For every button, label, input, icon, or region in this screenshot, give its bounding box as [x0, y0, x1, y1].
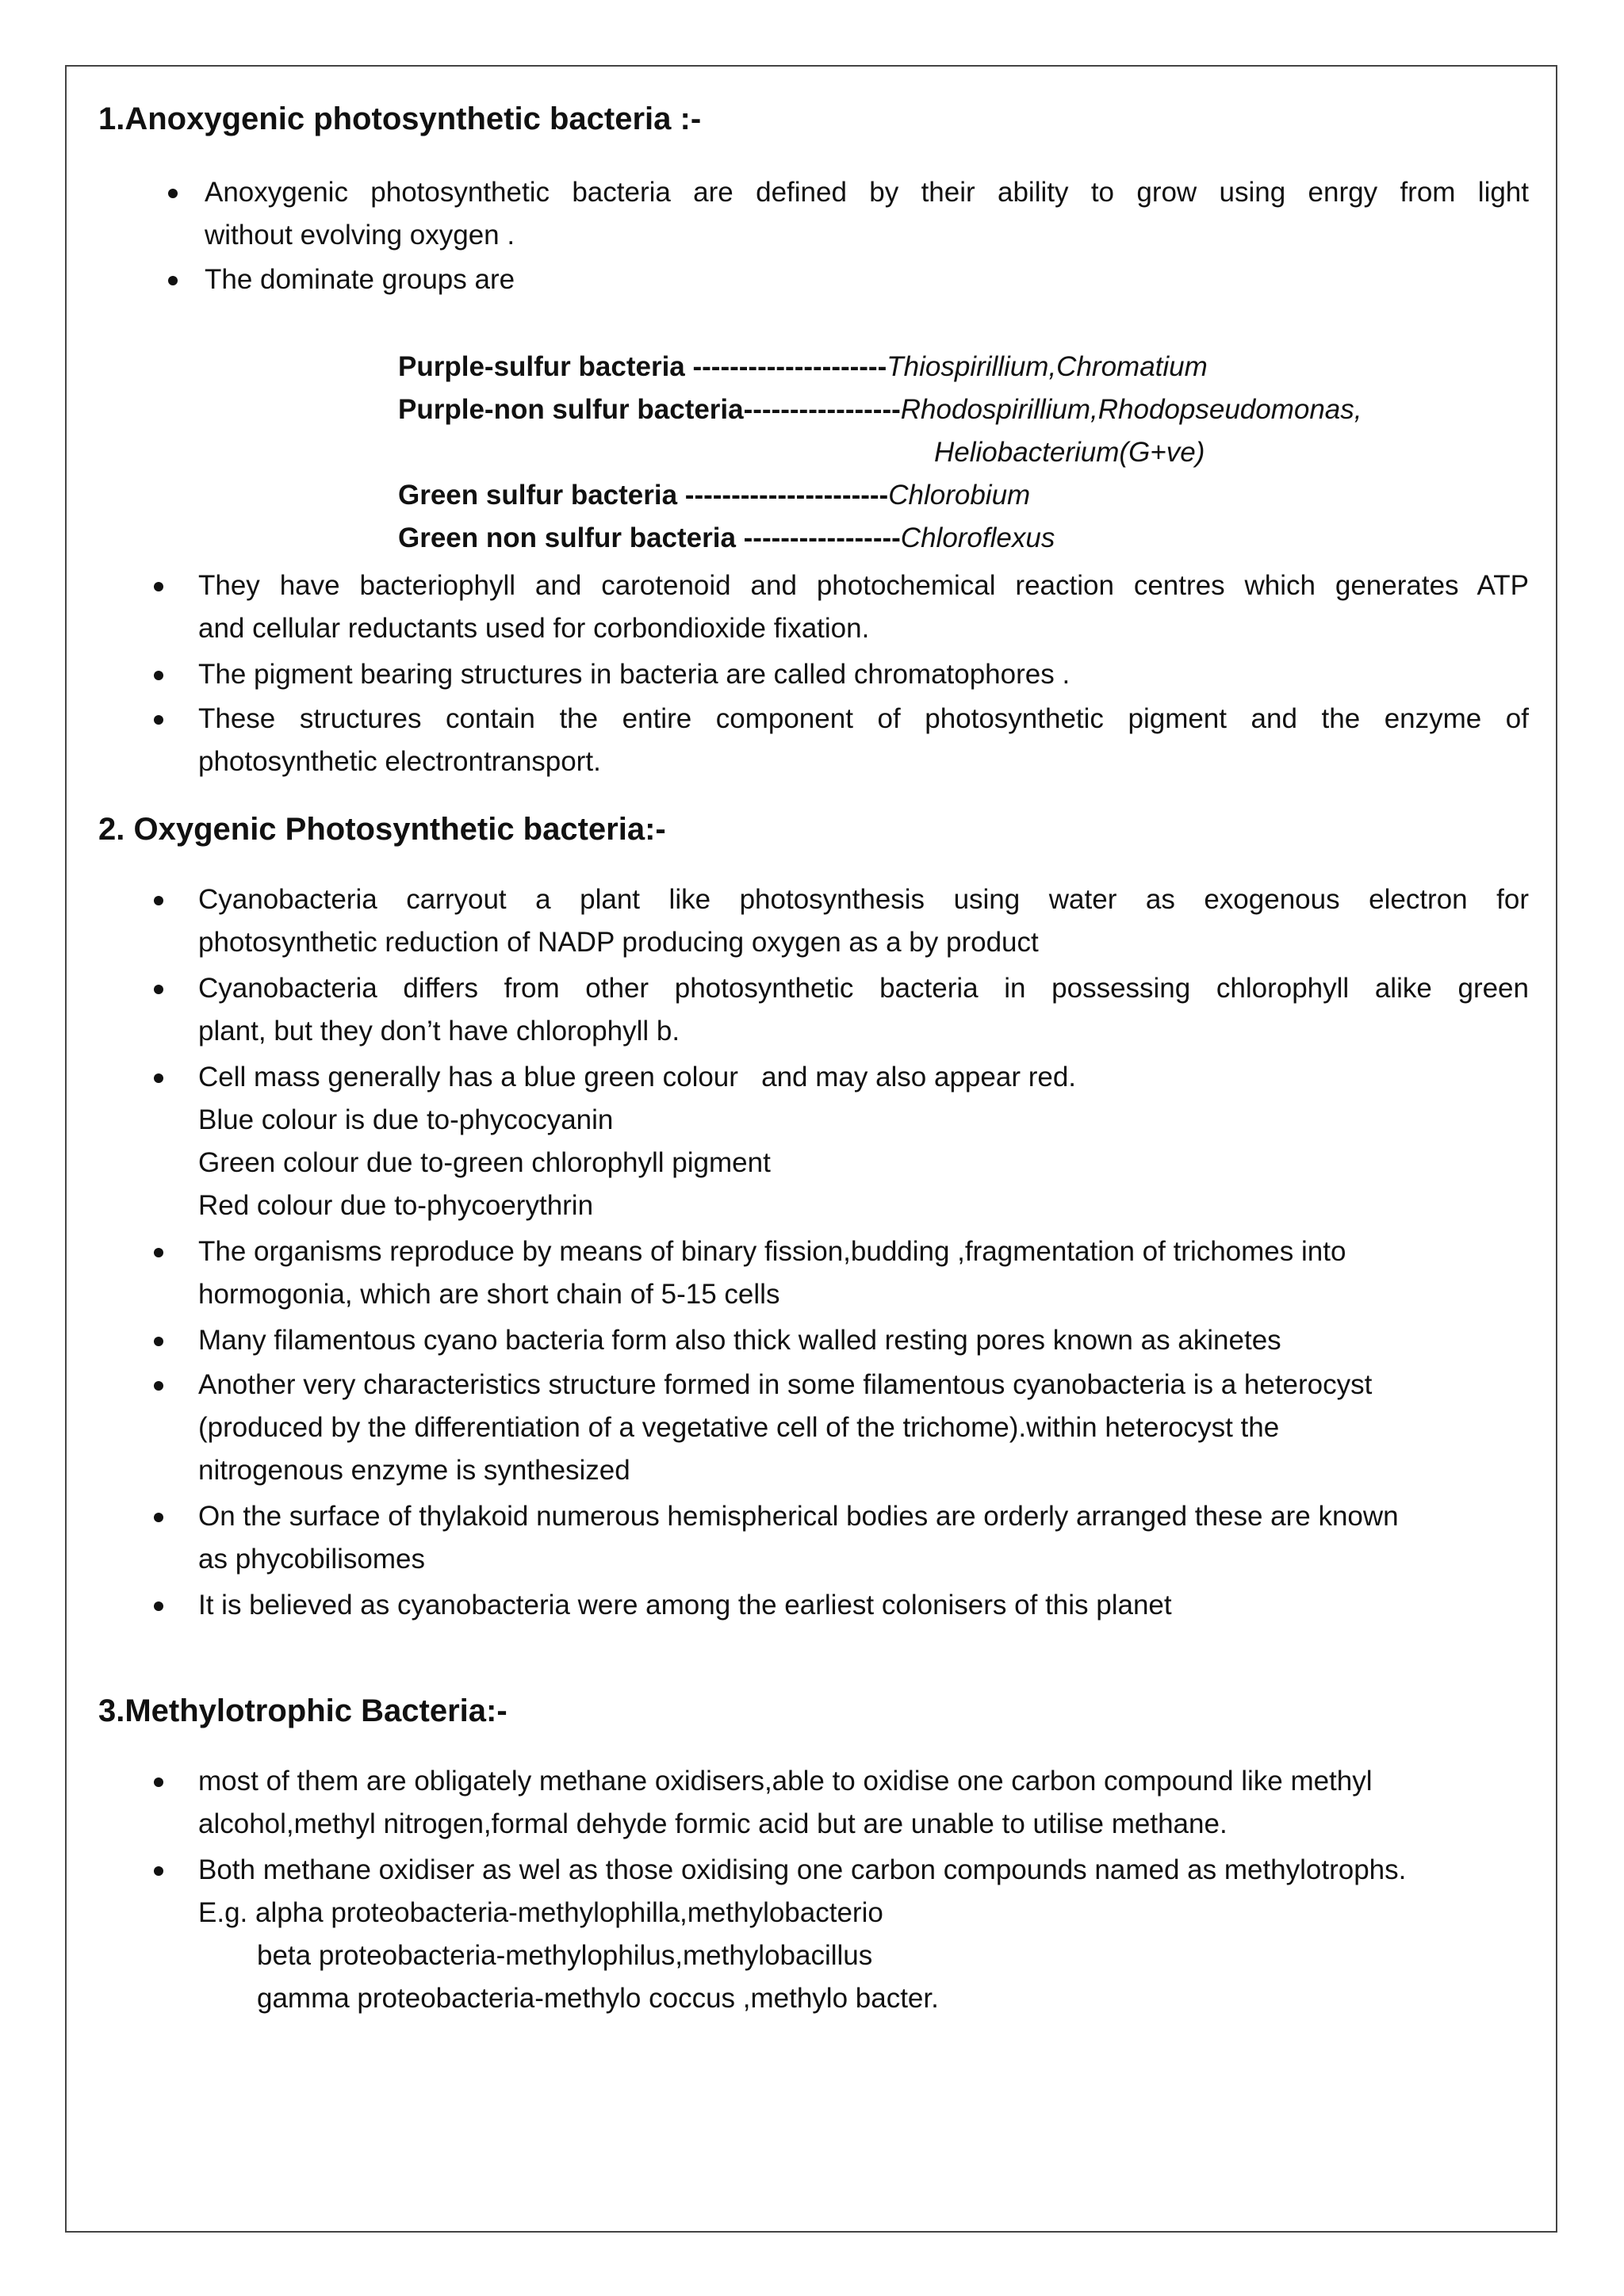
- s2-bullet-7-line-1: On the surface of thylakoid numerous hemispherical bodies are orderly arranged these are known: [198, 1501, 1399, 1532]
- s2-bullet-8: It is believed as cyanobacteria were among the earliest colonisers of this planet: [198, 1590, 1172, 1621]
- s2-bullet-3-line-2: Blue colour is due to-phycocyanin: [198, 1104, 614, 1135]
- s2-bullet-4-line-1: The organisms reproduce by means of binary fission,budding ,fragmentation of trichomes into: [198, 1236, 1346, 1267]
- bullet: [154, 1866, 163, 1876]
- s2-bullet-7-line-2: as phycobilisomes: [198, 1544, 425, 1575]
- bullet: [154, 582, 163, 591]
- s1-bullet-3-line-1: They have bacteriophyll and carotenoid and photochemical reaction centres which generates ATP: [198, 570, 1529, 601]
- s3-bullet-2-line-4: gamma proteobacteria-methylo coccus ,methylo bacter.: [257, 1983, 939, 2014]
- bullet: [154, 896, 163, 905]
- group-name: Purple-sulfur bacteria: [398, 351, 693, 382]
- bullet: [154, 1248, 163, 1257]
- group-dashes: ---------------------: [692, 351, 887, 382]
- bullet: [154, 671, 163, 680]
- group-dashes: -----------------: [743, 394, 901, 425]
- group-examples: Chlorobium: [888, 480, 1031, 511]
- s1-bullet-3-line-2: and cellular reductants used for corbondioxide fixation.: [198, 613, 870, 644]
- section-3-heading: 3.Methylotrophic Bacteria:-: [98, 1693, 508, 1728]
- s2-bullet-2-line-2: plant, but they don’t have chlorophyll b.: [198, 1016, 680, 1047]
- s2-bullet-1-line-1: Cyanobacteria carryout a plant like photosynthesis using water as exogenous electron for: [198, 884, 1529, 915]
- s3-bullet-1-line-1: most of them are obligately methane oxidisers,able to oxidise one carbon compound like methyl: [198, 1766, 1373, 1797]
- bullet: [154, 1777, 163, 1787]
- group-row-green-sulfur: [398, 474, 1030, 517]
- s1-bullet-4: The pigment bearing structures in bacteria are called chromatophores .: [198, 659, 1071, 690]
- s1-bullet-5-line-1: These structures contain the entire component of photosynthetic pigment and the enzyme of: [198, 703, 1529, 734]
- group-examples-continued: Heliobacterium(G+ve): [934, 437, 1205, 468]
- s1-bullet-2: The dominate groups are: [205, 264, 515, 295]
- group-dashes: ----------------------: [684, 480, 889, 511]
- section-1-heading: 1.Anoxygenic photosynthetic bacteria :-: [98, 101, 702, 136]
- s3-bullet-2-line-3: beta proteobacteria-methylophilus,methylobacillus: [257, 1940, 873, 1971]
- bullet: [154, 1337, 163, 1346]
- group-row-green-non-sulfur: [398, 517, 1055, 560]
- bullet: [168, 276, 178, 285]
- bullet: [168, 189, 178, 198]
- s2-bullet-4-line-2: hormogonia, which are short chain of 5-15 cells: [198, 1279, 780, 1310]
- s2-bullet-1-line-2: photosynthetic reduction of NADP producing oxygen as a by product: [198, 927, 1039, 958]
- bullet: [154, 1601, 163, 1611]
- group-name: Green sulfur bacteria: [398, 480, 685, 511]
- group-row-purple-non-sulfur: [398, 388, 1362, 431]
- s1-bullet-1-line-2: without evolving oxygen .: [205, 220, 515, 251]
- bullet: [154, 1381, 163, 1391]
- bullet: [154, 985, 163, 994]
- s2-bullet-3-line-4: Red colour due to-phycoerythrin: [198, 1190, 594, 1221]
- s2-bullet-3-line-3: Green colour due to-green chlorophyll pigment: [198, 1147, 771, 1178]
- s2-bullet-2-line-1: Cyanobacteria differs from other photosynthetic bacteria in possessing chlorophyll alike green: [198, 973, 1529, 1004]
- s3-bullet-2-line-2: E.g. alpha proteobacteria-methylophilla,methylobacterio: [198, 1897, 883, 1928]
- group-examples: Chloroflexus: [900, 522, 1055, 553]
- group-row-purple-sulfur: [398, 346, 1208, 388]
- s1-bullet-1-line-1: Anoxygenic photosynthetic bacteria are defined by their ability to grow using enrgy from light: [205, 177, 1529, 208]
- bullet: [154, 1073, 163, 1083]
- s2-bullet-6-line-3: nitrogenous enzyme is synthesized: [198, 1455, 630, 1486]
- group-dashes: -----------------: [743, 522, 901, 553]
- s3-bullet-2-line-1: Both methane oxidiser as wel as those oxidising one carbon compounds named as methylotrophs.: [198, 1854, 1407, 1885]
- section-2-heading: 2. Oxygenic Photosynthetic bacteria:-: [98, 812, 666, 847]
- s1-bullet-5-line-2: photosynthetic electrontransport.: [198, 746, 601, 777]
- group-name: Purple-non sulfur bacteria: [398, 394, 744, 425]
- group-name: Green non sulfur bacteria: [398, 522, 744, 553]
- group-examples: Thiospirillium,Chromatium: [887, 351, 1208, 382]
- bullet: [154, 715, 163, 725]
- group-examples: Rhodospirillium,Rhodopseudomonas,: [900, 394, 1362, 425]
- s2-bullet-5: Many filamentous cyano bacteria form also thick walled resting pores known as akinetes: [198, 1325, 1281, 1356]
- s2-bullet-3-line-1: Cell mass generally has a blue green colour and may also appear red.: [198, 1062, 1077, 1093]
- s2-bullet-6-line-1: Another very characteristics structure formed in some filamentous cyanobacteria is a heterocyst: [198, 1369, 1373, 1400]
- bullet: [154, 1513, 163, 1522]
- s2-bullet-6-line-2: (produced by the differentiation of a vegetative cell of the trichome).within heterocyst the: [198, 1412, 1280, 1443]
- s3-bullet-1-line-2: alcohol,methyl nitrogen,formal dehyde formic acid but are unable to utilise methane.: [198, 1808, 1228, 1839]
